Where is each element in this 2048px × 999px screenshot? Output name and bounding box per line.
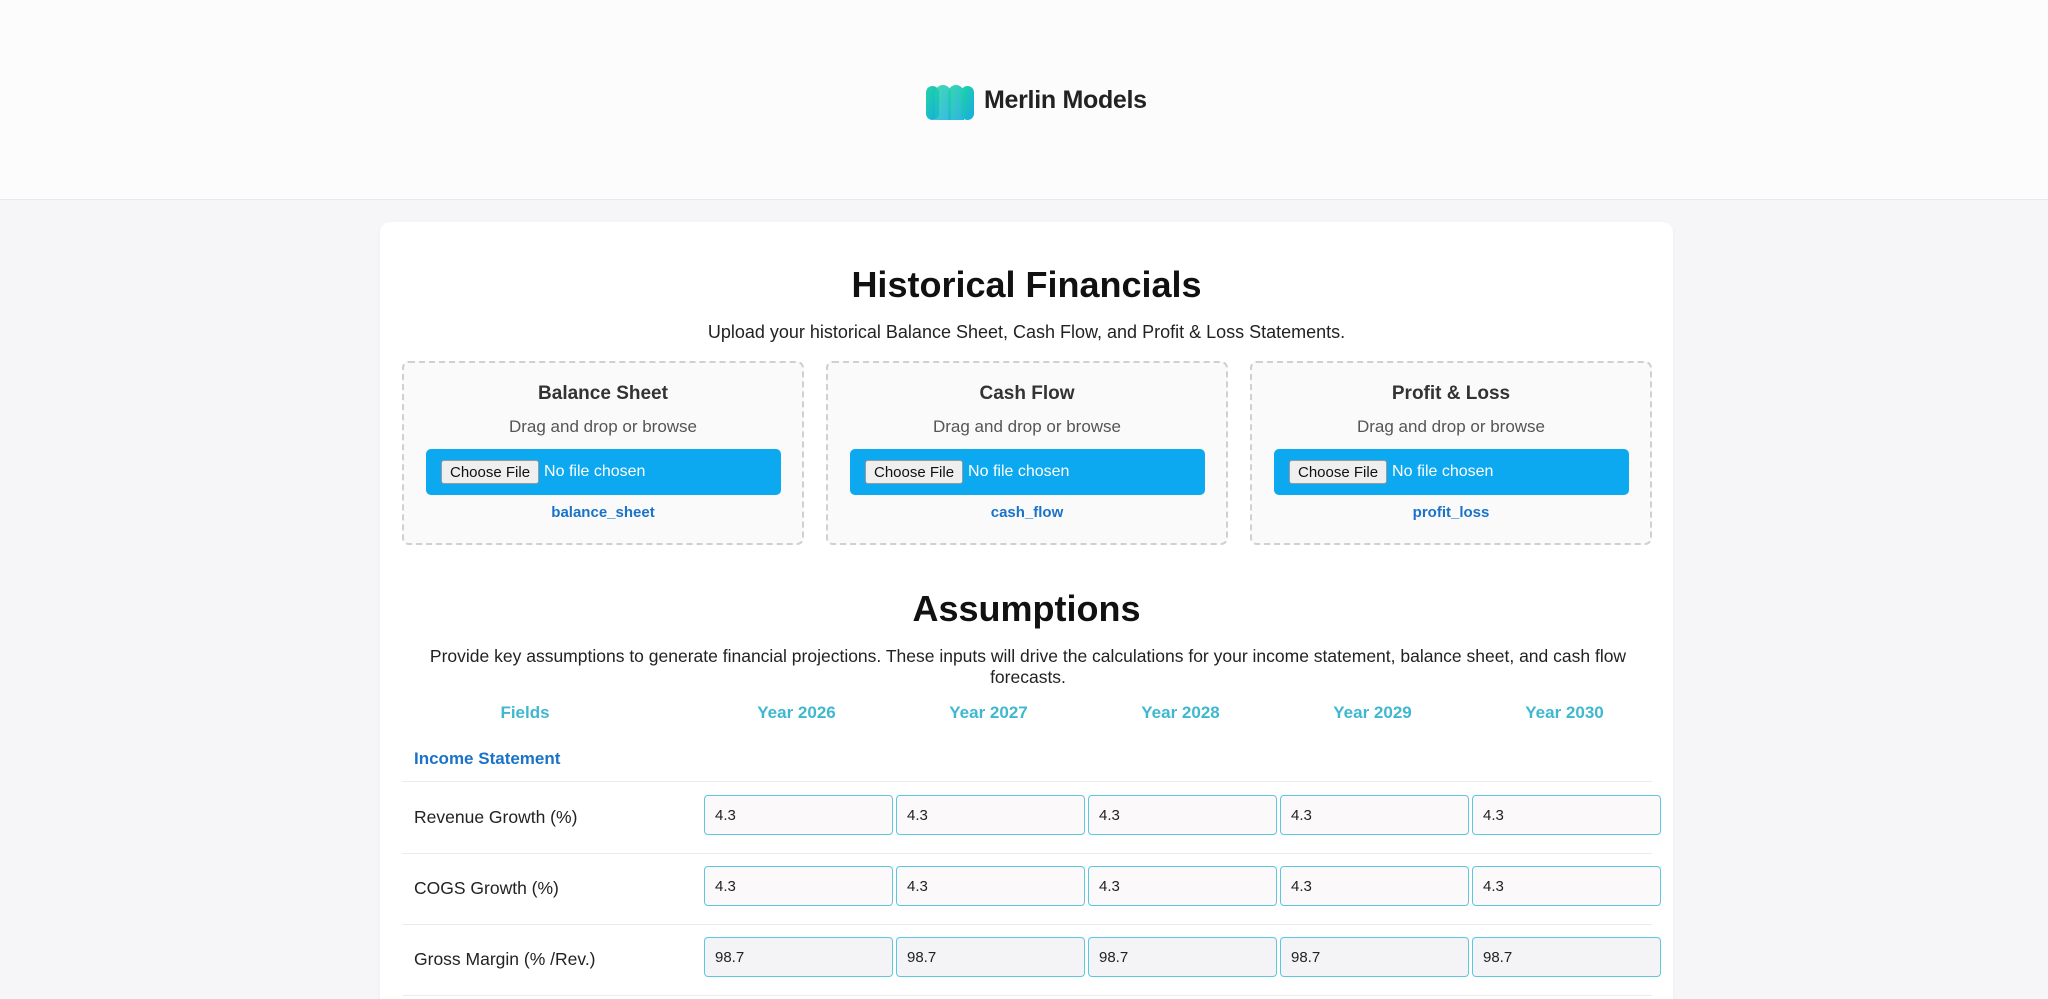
assumptions-subtitle: Provide key assumptions to generate financial projections. These inputs will drive the calculations for your income statement, balance sheet, and cash flow forecasts. <box>429 646 1627 687</box>
column-header-year: Year 2028 <box>1141 703 1220 722</box>
assumptions-title: Assumptions <box>912 588 1141 629</box>
revenue-growth-2030-input[interactable] <box>1472 795 1661 835</box>
gross-margin-2026-input[interactable] <box>704 937 893 977</box>
file-status: No file chosen <box>544 463 646 480</box>
brand-name: Merlin Models <box>984 85 1147 114</box>
row-divider <box>402 781 1652 782</box>
row-divider <box>402 995 1652 996</box>
historical-title: Historical Financials <box>851 264 1202 305</box>
column-header-year: Year 2029 <box>1333 703 1412 722</box>
row-divider <box>402 924 1652 925</box>
column-header-year: Year 2026 <box>757 703 836 722</box>
upload-hint: Drag and drop or browse <box>508 417 698 436</box>
cogs-growth-2029-input[interactable] <box>1280 866 1469 906</box>
cogs-growth-2027-input[interactable] <box>896 866 1085 906</box>
cogs-growth-2030-input[interactable] <box>1472 866 1661 906</box>
row-label: Revenue Growth (%) <box>414 807 578 827</box>
upload-hint: Drag and drop or browse <box>1356 417 1546 436</box>
upload-cash-flow[interactable] <box>826 361 1228 545</box>
choose-file-button[interactable]: Choose File <box>1289 460 1387 484</box>
gross-margin-2027-input[interactable] <box>896 937 1085 977</box>
choose-file-button[interactable]: Choose File <box>865 460 963 484</box>
upload-key: cash_flow <box>990 504 1064 521</box>
main-card <box>380 222 1673 999</box>
upload-title: Profit & Loss <box>1391 383 1511 404</box>
column-header-fields: Fields <box>500 703 550 722</box>
file-status: No file chosen <box>968 463 1070 480</box>
cogs-growth-2028-input[interactable] <box>1088 866 1277 906</box>
gross-margin-2029-input[interactable] <box>1280 937 1469 977</box>
file-input[interactable] <box>850 449 1205 495</box>
upload-key: balance_sheet <box>551 504 655 521</box>
column-header-year: Year 2027 <box>949 703 1028 722</box>
column-header-year: Year 2030 <box>1525 703 1604 722</box>
top-header <box>0 0 2048 200</box>
gross-margin-2030-input[interactable] <box>1472 937 1661 977</box>
revenue-growth-2028-input[interactable] <box>1088 795 1277 835</box>
upload-hint: Drag and drop or browse <box>932 417 1122 436</box>
revenue-growth-2027-input[interactable] <box>896 795 1085 835</box>
choose-file-button[interactable]: Choose File <box>441 460 539 484</box>
file-input[interactable] <box>426 449 781 495</box>
upload-title: Cash Flow <box>979 383 1075 404</box>
row-divider <box>402 853 1652 854</box>
file-status: No file chosen <box>1392 463 1494 480</box>
merlin-logo-icon <box>926 80 974 120</box>
row-label: Gross Margin (% /Rev.) <box>414 949 596 969</box>
revenue-growth-2029-input[interactable] <box>1280 795 1469 835</box>
revenue-growth-2026-input[interactable] <box>704 795 893 835</box>
upload-title: Balance Sheet <box>538 383 668 404</box>
upload-profit-loss[interactable] <box>1250 361 1652 545</box>
upload-key: profit_loss <box>1412 504 1490 521</box>
brand-logo[interactable] <box>926 78 1147 122</box>
row-label: COGS Growth (%) <box>414 878 559 898</box>
file-input[interactable] <box>1274 449 1629 495</box>
cogs-growth-2026-input[interactable] <box>704 866 893 906</box>
gross-margin-2028-input[interactable] <box>1088 937 1277 977</box>
section-income-statement: Income Statement <box>414 749 561 768</box>
historical-subtitle: Upload your historical Balance Sheet, Cash Flow, and Profit & Loss Statements. <box>707 322 1346 342</box>
upload-balance-sheet[interactable] <box>402 361 804 545</box>
